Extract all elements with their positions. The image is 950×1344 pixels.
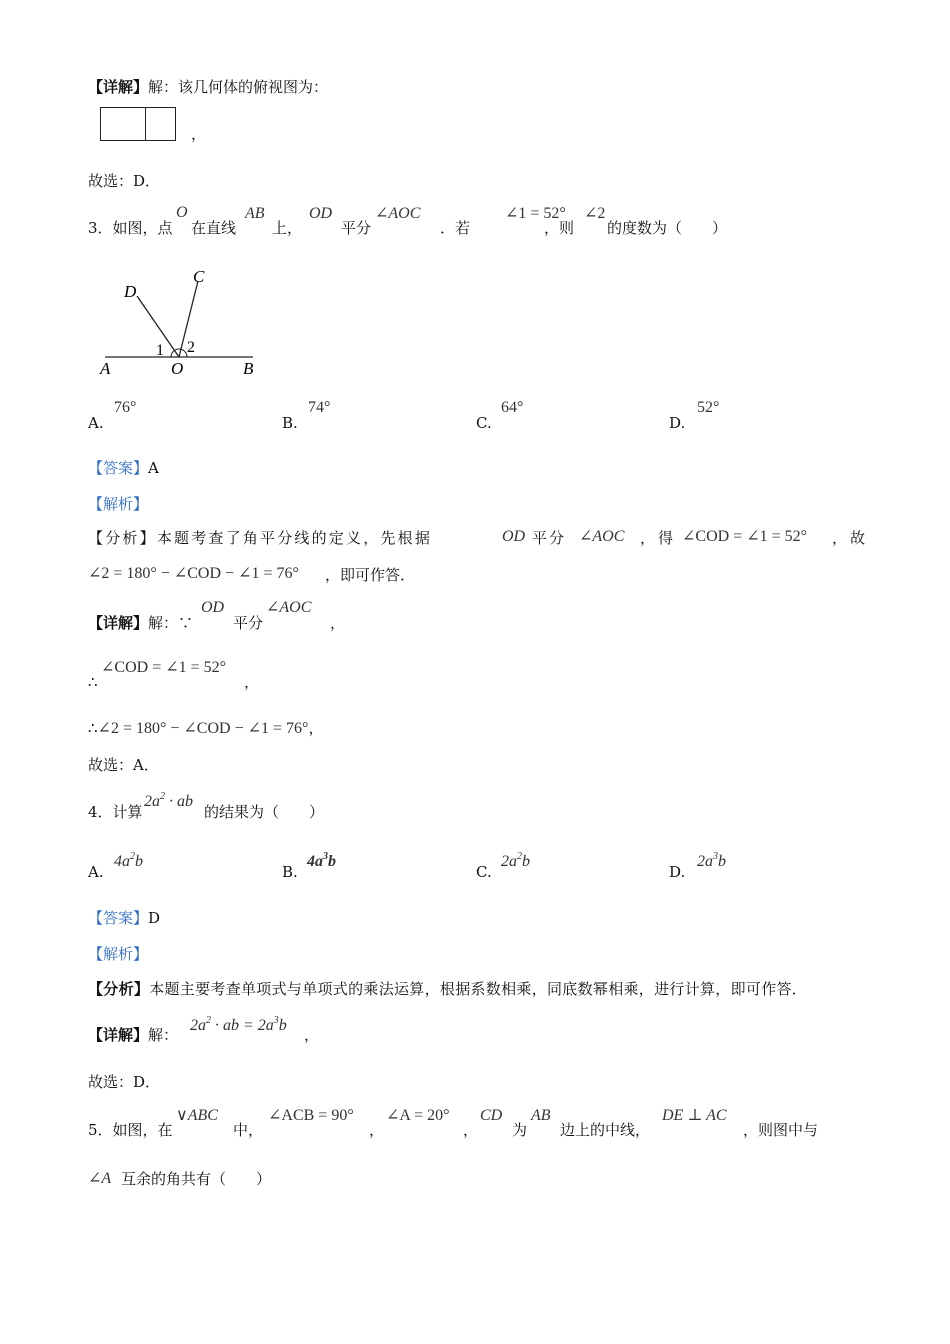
- q4-xiangjie-eq: $2a^2$ · ab = $2a^3b$: [190, 1015, 287, 1034]
- q5-t3: 边上的中线，: [560, 1121, 651, 1139]
- q3-xj-od: OD: [201, 599, 225, 616]
- q3-fenxi-pf: 平分: [532, 529, 567, 547]
- option-letter: C.: [476, 414, 492, 432]
- q3-stem-t5: ，则: [544, 219, 575, 237]
- q3-fenxi-end: ，即可作答．: [325, 566, 416, 584]
- q5-de-perp: DE ⊥ AC: [662, 1107, 727, 1124]
- q4-fenxi-line: 【分析】本题主要考查单项式与单项式的乘法运算，根据系数相乘，同底数幂相乘，进行计算，即可作答．: [88, 980, 808, 998]
- q3-conclusion: 故选：A．: [88, 756, 159, 774]
- detail-line: 【详解】解：该几何体的俯视图为：: [88, 78, 329, 96]
- q3-answer: 【答案】A: [88, 459, 159, 477]
- label-o: O: [171, 359, 184, 378]
- option-value: 76°: [114, 399, 137, 416]
- q3-angle2: ∠2: [584, 205, 606, 222]
- option-letter: C.: [476, 863, 492, 881]
- q3-fenxi-line1: 【分析】本题考查了角平分线的定义，先根据: [88, 529, 433, 547]
- q3-fenxi-eq1: ∠COD = ∠1 = 52°: [682, 528, 808, 545]
- q3-fenxi-de: ，得: [640, 529, 677, 547]
- q3-xj-pf: 平分: [233, 614, 264, 632]
- q3-angle-aoc: ∠AOC: [375, 205, 421, 222]
- option-letter: B.: [282, 863, 298, 881]
- q3-step2-comma: ，: [244, 673, 260, 691]
- q3-xj-aoc: ∠AOC: [266, 599, 312, 616]
- q4-stem-start: 4．计算: [88, 803, 143, 821]
- q5-a20: ∠A = 20°: [386, 1107, 450, 1124]
- q3-fenxi-od: OD: [502, 528, 526, 545]
- q5-cd: CD: [480, 1107, 503, 1124]
- option-value: $4a^3b$: [307, 851, 336, 870]
- option-letter: A.: [88, 863, 104, 881]
- q3-stem-t2: 上，: [272, 219, 303, 237]
- q3-line-ab: AB: [245, 205, 265, 222]
- q3-figure: [95, 262, 270, 382]
- option-value: $2a^3b$: [697, 851, 726, 870]
- label-d: D: [124, 282, 137, 301]
- q5-t5: 互余的角共有（ ）: [121, 1170, 272, 1188]
- q5-triangle: ∨ABC: [176, 1107, 218, 1124]
- q3-analysis-tag: 【解析】: [88, 495, 149, 513]
- q5-t4: ，则图中与: [743, 1121, 819, 1139]
- label-1: 1: [156, 342, 164, 359]
- q5-stem-start: 5．如图，在: [88, 1121, 173, 1139]
- q4-xiangjie-line: 【详解】解：: [88, 1026, 179, 1044]
- q5-t1: 中，: [233, 1121, 264, 1139]
- q5-c1: ，: [369, 1121, 385, 1139]
- q3-fenxi-eq2: ∠2 = 180° − ∠COD − ∠1 = 76°: [88, 565, 299, 582]
- q3-step2-sym: ∴: [88, 673, 98, 691]
- q4-conclusion: 故选：D．: [88, 1073, 161, 1091]
- q5-angle-a: ∠A: [88, 1170, 112, 1187]
- q3-stem-t6: 的度数为（ ）: [607, 219, 728, 237]
- top-view-divider: [145, 108, 146, 140]
- q3-stem-t3: 平分: [341, 219, 372, 237]
- top-view-figure: [100, 107, 176, 141]
- option-value: 64°: [501, 399, 524, 416]
- q3-point-o: O: [176, 204, 188, 221]
- option-letter: A.: [88, 414, 104, 432]
- q5-t2: 为: [512, 1121, 528, 1139]
- q4-answer: 【答案】D: [88, 909, 161, 927]
- option-value: $2a^2b$: [501, 851, 530, 870]
- q3-angle1-eq: ∠1 = 52°: [505, 205, 566, 222]
- q3-fenxi-aoc: ∠AOC: [579, 528, 625, 545]
- top-view-comma: ，: [191, 125, 207, 143]
- q3-fenxi-gu: ，故: [832, 529, 869, 547]
- q3-od: OD: [309, 205, 333, 222]
- label-a: A: [100, 359, 111, 378]
- option-letter: B.: [282, 414, 298, 432]
- option-value: 74°: [308, 399, 331, 416]
- q5-c2: ，: [463, 1121, 479, 1139]
- label-2: 2: [187, 339, 195, 356]
- option-value: $4a^2b$: [114, 851, 143, 870]
- option-value: 52°: [697, 399, 720, 416]
- q2-conclusion: 故选：D．: [88, 172, 161, 190]
- q3-stem-t1: 在直线: [191, 219, 237, 237]
- option-letter: D.: [669, 414, 686, 432]
- label-b: B: [243, 359, 254, 378]
- q4-expression: $2a^2$ · ab: [144, 791, 193, 810]
- q3-step3: ∴∠2 = 180° − ∠COD − ∠1 = 76°，: [88, 719, 324, 737]
- q3-step2-eq: ∠COD = ∠1 = 52°: [101, 659, 227, 676]
- q4-stem-end: 的结果为（ ）: [204, 803, 325, 821]
- q4-xiangjie-comma: ，: [304, 1026, 320, 1044]
- q5-acb: ∠ACB = 90°: [268, 1107, 354, 1124]
- q3-xj-comma: ，: [330, 614, 346, 632]
- q5-ab: AB: [531, 1107, 551, 1124]
- q3-xiangjie-line: 【详解】解：∵: [88, 614, 194, 632]
- q3-stem-start: 3．如图，点: [88, 219, 173, 237]
- option-letter: D.: [669, 863, 686, 881]
- q3-stem-t4: ．若: [440, 219, 471, 237]
- q4-analysis-tag: 【解析】: [88, 945, 149, 963]
- label-c: C: [193, 267, 205, 286]
